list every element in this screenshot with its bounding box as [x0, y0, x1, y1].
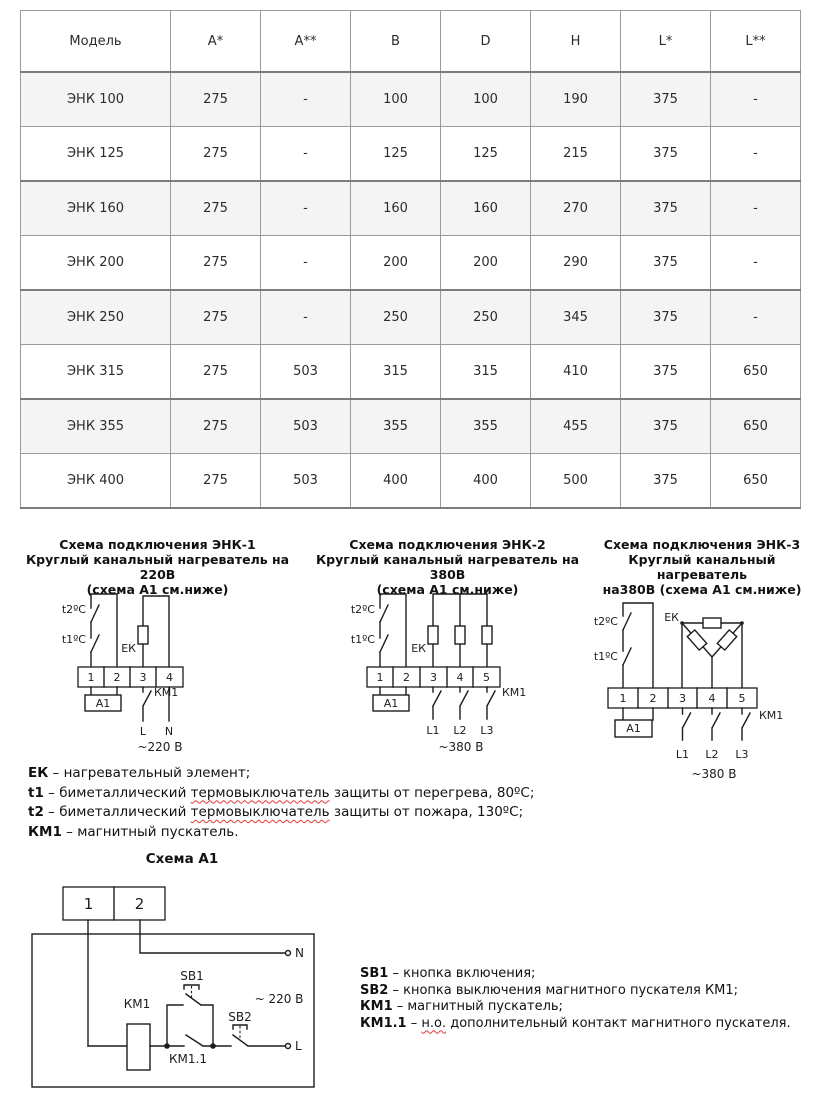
- title-line: (схема А1 см.ниже): [376, 582, 519, 597]
- title-line: Схема подключения ЭНК-2: [349, 537, 546, 552]
- terminal-number: 4: [456, 671, 464, 684]
- column-header: L*: [621, 11, 711, 73]
- thermal-switch-circuit: [380, 594, 406, 667]
- ek-label: ЕК: [121, 642, 136, 655]
- column-header: A*: [171, 11, 261, 73]
- table-cell: 100: [441, 72, 531, 127]
- terminal-number: 1: [87, 671, 95, 684]
- a1-label: А1: [626, 722, 641, 735]
- table-cell: 250: [441, 290, 531, 345]
- column-header: H: [531, 11, 621, 73]
- table-row: [21, 127, 801, 182]
- dimensions-table-container: [20, 10, 801, 509]
- column-header: D: [441, 11, 531, 73]
- components-legend: [28, 764, 534, 842]
- table-row: [21, 290, 801, 345]
- thermal-switch-t2: [380, 605, 388, 622]
- ek-label: ЕК: [411, 642, 426, 655]
- table-cell: 503: [261, 454, 351, 509]
- table-cell: 400: [351, 454, 441, 509]
- km11-label: КМ1.1: [169, 1052, 207, 1066]
- terminal-number: 3: [679, 692, 686, 705]
- phase-label: L3: [735, 748, 749, 761]
- thermal-switch-t1: [623, 648, 631, 665]
- terminal-number: 1: [376, 671, 384, 684]
- heater-element: [138, 626, 148, 644]
- table-row: [21, 181, 801, 236]
- phase-label: L1: [675, 748, 690, 761]
- a1-wires: [91, 687, 117, 695]
- a1-label: А1: [383, 697, 399, 710]
- table-cell: 503: [261, 345, 351, 400]
- neutral-label: N: [164, 725, 174, 738]
- table-cell: ЭНК 125: [21, 127, 171, 182]
- table-cell: 315: [351, 345, 441, 400]
- table-cell: 375: [621, 127, 711, 182]
- title-line: на380В (схема А1 см.ниже): [602, 582, 802, 597]
- table-cell: 345: [531, 290, 621, 345]
- table-cell: 375: [621, 236, 711, 291]
- table-row: [21, 236, 801, 291]
- table-cell: 270: [531, 181, 621, 236]
- table-cell: 375: [621, 72, 711, 127]
- terminal-number: 4: [708, 692, 716, 705]
- km1-contact: [487, 687, 495, 719]
- table-cell: 650: [711, 454, 801, 509]
- voltage-label: ~220 В: [137, 740, 183, 754]
- legend-key: КМ1: [28, 823, 62, 840]
- legend-key: КМ1: [360, 999, 393, 1014]
- km1-label: КМ1: [154, 686, 179, 699]
- voltage-label: ~380 В: [691, 767, 737, 781]
- t1-label: t1ºC: [61, 633, 86, 646]
- a1-legend: [360, 966, 791, 1032]
- km1-contact: [143, 687, 151, 721]
- terminal-number: 2: [403, 671, 410, 684]
- schema-a1-title: Схема А1: [145, 851, 219, 867]
- legend-line: ЕК – нагревательный элемент;: [28, 765, 251, 781]
- neutral-terminal: [286, 951, 291, 956]
- table-cell: 275: [171, 181, 261, 236]
- table-cell: -: [261, 127, 351, 182]
- heater-circuit: [138, 596, 169, 667]
- phase-label: L2: [453, 724, 467, 737]
- km1-contact: [433, 687, 441, 719]
- table-cell: 315: [441, 345, 531, 400]
- wiring-diagram-enk1: [28, 588, 260, 756]
- km1-contact: [460, 687, 468, 719]
- legend-line: КМ1 – магнитный пускатель.: [28, 823, 239, 840]
- table-cell: -: [711, 290, 801, 345]
- table-cell: 275: [171, 399, 261, 454]
- sb2-label: SB2: [228, 1010, 252, 1024]
- phase-label: L3: [480, 724, 494, 737]
- table-cell: -: [261, 181, 351, 236]
- ek-label: ЕК: [664, 611, 679, 624]
- table-cell: 200: [441, 236, 531, 291]
- dimensions-table: [20, 10, 801, 509]
- legend-key: t2: [28, 804, 44, 820]
- km1-coil: [127, 1024, 150, 1070]
- thermal-switch-circuit: [91, 594, 117, 667]
- t2-label: t2ºC: [61, 603, 86, 616]
- legend-line: t2 – биметаллический термовыключатель защиты от пожара, 130ºС;: [28, 804, 524, 820]
- table-cell: 290: [531, 236, 621, 291]
- table-cell: -: [711, 127, 801, 182]
- table-header-row: [21, 11, 801, 73]
- table-cell: 375: [621, 345, 711, 400]
- table-cell: ЭНК 100: [21, 72, 171, 127]
- title-line: Круглый канальный нагреватель на 380В: [315, 552, 580, 582]
- legend-key: SB1: [360, 966, 389, 981]
- voltage-label: ~ 220 В: [254, 992, 304, 1006]
- phase-label: L2: [705, 748, 719, 761]
- schema-a1-diagram: [25, 872, 360, 1092]
- table-cell: -: [711, 181, 801, 236]
- table-cell: 160: [441, 181, 531, 236]
- table-cell: 355: [351, 399, 441, 454]
- column-header: A**: [261, 11, 351, 73]
- t1-label: t1ºC: [593, 650, 618, 663]
- table-cell: 400: [441, 454, 531, 509]
- title-line: Круглый канальный нагреватель: [628, 552, 776, 582]
- table-cell: 125: [351, 127, 441, 182]
- table-cell: ЭНК 200: [21, 236, 171, 291]
- thermal-switch-t1: [91, 635, 99, 652]
- line-terminal: [286, 1044, 291, 1049]
- legend-line: КМ1.1 – н.о. дополнительный контакт магнитного пускателя.: [360, 1015, 791, 1031]
- heater-element: [455, 626, 465, 644]
- legend-line: t1 – биметаллический термовыключатель защиты от перегрева, 80ºС;: [28, 784, 535, 801]
- table-cell: 250: [351, 290, 441, 345]
- terminal-number: 4: [166, 671, 173, 684]
- km1-contact: [742, 708, 750, 740]
- column-header: Модель: [21, 11, 171, 73]
- legend-line: SB2 – кнопка выключения магнитного пускателя КМ1;: [360, 982, 739, 998]
- terminal-number: 1: [83, 895, 94, 913]
- sb1-label: SB1: [180, 969, 204, 983]
- wiring-diagram-enk3: [580, 588, 820, 800]
- table-row: [21, 72, 801, 127]
- legend-key: SB2: [360, 982, 389, 998]
- table-cell: -: [261, 290, 351, 345]
- table-cell: -: [711, 236, 801, 291]
- km1-label: КМ1: [759, 709, 784, 722]
- t2-label: t2ºC: [350, 603, 375, 616]
- table-cell: 375: [621, 454, 711, 509]
- table-cell: ЭНК 160: [21, 181, 171, 236]
- a1-wires: [380, 687, 406, 695]
- title-line: (схема А1 см.ниже): [86, 582, 229, 597]
- km1-label: КМ1: [123, 997, 151, 1011]
- title-line: Круглый канальный нагреватель на 220В: [25, 552, 290, 582]
- thermal-switch-t2: [91, 605, 99, 622]
- phase-label: L: [295, 1039, 302, 1053]
- table-cell: 650: [711, 345, 801, 400]
- legend-key: КМ1.1: [360, 1015, 407, 1031]
- table-cell: 275: [171, 454, 261, 509]
- table-cell: 215: [531, 127, 621, 182]
- thermal-switch-circuit: [623, 603, 653, 688]
- legend-key: ЕК: [28, 765, 49, 781]
- table-cell: ЭНК 250: [21, 290, 171, 345]
- table-cell: 275: [171, 72, 261, 127]
- legend-line: КМ1 – магнитный пускатель;: [360, 999, 563, 1014]
- km1-contact: [712, 708, 720, 740]
- title-line: Схема подключения ЭНК-3: [603, 537, 801, 552]
- table-cell: 275: [171, 345, 261, 400]
- thermal-switch-t2: [623, 613, 631, 630]
- table-cell: ЭНК 315: [21, 345, 171, 400]
- table-cell: 275: [171, 127, 261, 182]
- table-row: [21, 399, 801, 454]
- voltage-label: ~380 В: [438, 740, 484, 754]
- table-cell: 375: [621, 399, 711, 454]
- a1-label: А1: [95, 697, 111, 710]
- delta-heater-circuit: [680, 618, 744, 688]
- table-cell: 125: [441, 127, 531, 182]
- sb2-button: [213, 1025, 286, 1046]
- thermal-switch-t1: [380, 635, 388, 652]
- table-cell: 500: [531, 454, 621, 509]
- terminal-block: [63, 887, 165, 920]
- terminal-number: 2: [649, 692, 657, 705]
- column-header: B: [351, 11, 441, 73]
- table-cell: 190: [531, 72, 621, 127]
- terminal-number: 2: [134, 895, 145, 913]
- table-cell: 275: [171, 290, 261, 345]
- table-cell: 650: [711, 399, 801, 454]
- neutral-label: N: [295, 946, 304, 960]
- table-row: [21, 345, 801, 400]
- phase-label: L: [139, 725, 147, 738]
- t1-label: t1ºC: [350, 633, 375, 646]
- legend-key: t1: [28, 784, 44, 801]
- terminal-number: 1: [619, 692, 627, 705]
- table-cell: 275: [171, 236, 261, 291]
- table-cell: ЭНК 400: [21, 454, 171, 509]
- heater-circuit: [428, 594, 492, 667]
- table-cell: -: [261, 72, 351, 127]
- heater-element: [428, 626, 438, 644]
- table-cell: 375: [621, 290, 711, 345]
- terminal-number: 3: [430, 671, 437, 684]
- table-cell: 160: [351, 181, 441, 236]
- table-cell: ЭНК 355: [21, 399, 171, 454]
- table-cell: 200: [351, 236, 441, 291]
- column-header: L**: [711, 11, 801, 73]
- table-cell: 503: [261, 399, 351, 454]
- phase-label: L1: [426, 724, 440, 737]
- a1-wires: [623, 708, 653, 720]
- table-cell: 355: [441, 399, 531, 454]
- heater-element: [482, 626, 492, 644]
- terminal-number: 3: [139, 671, 147, 684]
- t2-label: t2ºC: [593, 615, 618, 628]
- neutral-wire: [140, 920, 286, 953]
- table-cell: 100: [351, 72, 441, 127]
- table-cell: -: [711, 72, 801, 127]
- km1-contact: [683, 708, 691, 740]
- table-cell: -: [261, 236, 351, 291]
- terminal-number: 2: [113, 671, 121, 684]
- table-cell: 455: [531, 399, 621, 454]
- table-cell: 375: [621, 181, 711, 236]
- km11-contact: [167, 1035, 213, 1046]
- km1-label: КМ1: [502, 686, 527, 699]
- terminal-number: 5: [738, 692, 746, 705]
- wiring-diagram-enk2: [330, 588, 575, 756]
- heater-element: [703, 618, 721, 628]
- table-row: [21, 454, 801, 509]
- terminal-number: 5: [483, 671, 490, 684]
- table-cell: 410: [531, 345, 621, 400]
- title-line: Схема подключения ЭНК-1: [59, 537, 256, 552]
- legend-line: SB1 – кнопка включения;: [360, 966, 536, 981]
